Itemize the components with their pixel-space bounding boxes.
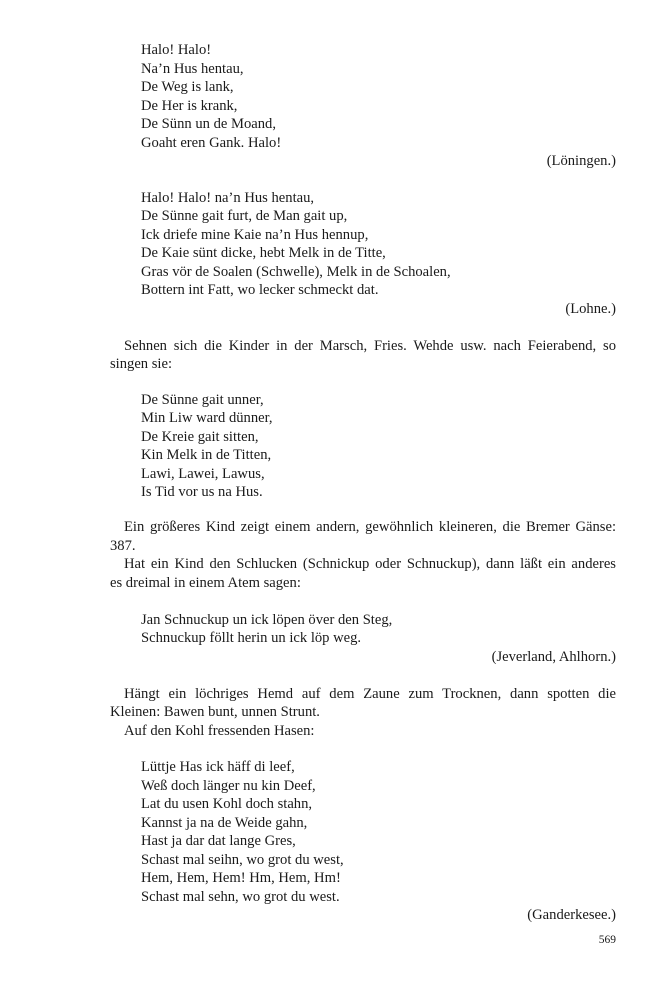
verse-line: Min Liw ward dünner,	[141, 410, 273, 426]
verse-line: Ick driefe mine Kaie na’n Hus hennup,	[141, 227, 369, 243]
verse-line: De Kreie gait sitten,	[141, 429, 259, 445]
verse-line: Lüttje Has ick häff di leef,	[141, 759, 295, 775]
verse-line: Halo! Halo! na’n Hus hentau,	[141, 190, 315, 206]
page-number: 569	[598, 934, 616, 946]
verse-line: De Sünn un de Moand,	[141, 116, 276, 132]
verse-line: De Her is krank,	[141, 98, 238, 114]
verse-line: Schast mal seihn, wo grot du west,	[141, 852, 344, 868]
paragraph-line: Auf den Kohl fressenden Hasen:	[124, 723, 315, 739]
verse-line: Lat du usen Kohl doch stahn,	[141, 796, 313, 812]
verse-line: Weß doch länger nu kin Deef,	[141, 778, 316, 794]
paragraph-line: Sehnen sich die Kinder in der Marsch, Fries. Wehde usw. nach Feierabend, so	[124, 338, 616, 354]
paragraph-line: Hängt ein löchriges Hemd auf dem Zaune zum Trocknen, dann spotten die	[124, 686, 616, 702]
paragraph-line: 387.	[110, 538, 136, 554]
verse-line: Bottern int Fatt, wo lecker schmeckt dat.	[141, 282, 379, 298]
paragraph-line: Ein größeres Kind zeigt einem andern, gewöhnlich kleineren, die Bremer Gänse:	[124, 519, 616, 535]
source-attribution: (Lohne.)	[565, 301, 616, 317]
verse-line: Kin Melk in de Titten,	[141, 447, 272, 463]
verse-line: De Sünne gait furt, de Man gait up,	[141, 208, 348, 224]
source-attribution: (Jeverland, Ahlhorn.)	[491, 649, 616, 665]
verse-line: Lawi, Lawei, Lawus,	[141, 466, 265, 482]
verse-line: De Weg is lank,	[141, 79, 234, 95]
paragraph-line: es dreimal in einem Atem sagen:	[110, 575, 301, 591]
source-attribution: (Löningen.)	[546, 153, 616, 169]
verse-line: De Sünne gait unner,	[141, 392, 264, 408]
paragraph-line: Kleinen: Bawen bunt, unnen Strunt.	[110, 704, 320, 720]
verse-line: Kannst ja na de Weide gahn,	[141, 815, 308, 831]
verse-line: Goaht eren Gank. Halo!	[141, 135, 282, 151]
paragraph-line: singen sie:	[110, 356, 173, 372]
verse-line: Halo! Halo!	[141, 42, 212, 58]
verse-line: Gras vör de Soalen (Schwelle), Melk in de Schoalen,	[141, 264, 451, 280]
verse-line: Hem, Hem, Hem! Hm, Hem, Hm!	[141, 870, 341, 886]
book-page	[110, 0, 616, 990]
source-attribution: (Ganderkesee.)	[527, 907, 616, 923]
verse-line: Schast mal sehn, wo grot du west.	[141, 889, 340, 905]
verse-line: Hast ja dar dat lange Gres,	[141, 833, 296, 849]
verse-line: Schnuckup föllt herin un ick löp weg.	[141, 630, 362, 646]
paragraph-line: Hat ein Kind den Schlucken (Schnickup oder Schnuckup), dann läßt ein anderes	[124, 556, 616, 572]
verse-line: Jan Schnuckup un ick löpen över den Steg,	[141, 612, 393, 628]
verse-line: Na’n Hus hentau,	[141, 61, 244, 77]
verse-line: Is Tid vor us na Hus.	[141, 484, 263, 500]
verse-line: De Kaie sünt dicke, hebt Melk in de Titte,	[141, 245, 386, 261]
